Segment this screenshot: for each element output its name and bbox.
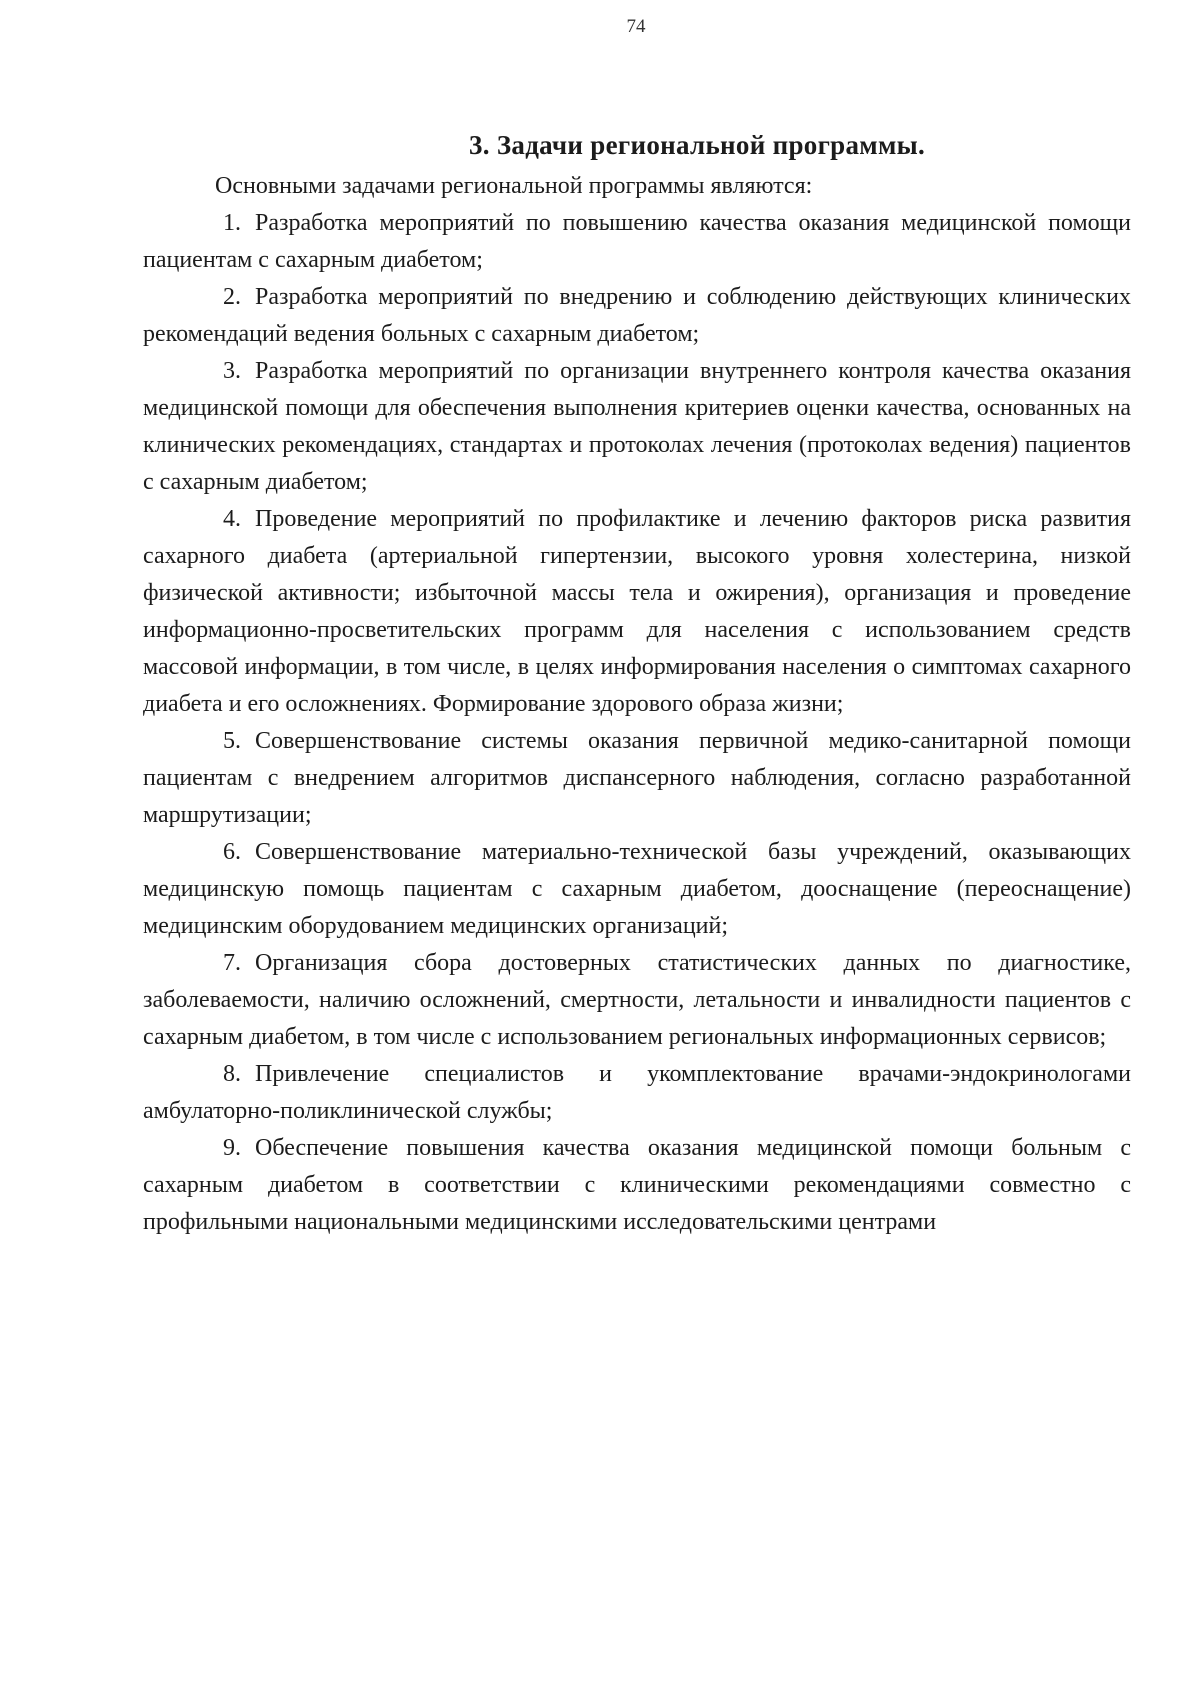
item-text: Обеспечение повышения качества оказания медицинской помощи больным с сахарным диабетом в соответствии с клиническими рекомендациями совместно с профильными национальными медицинскими исследовательскими центрами xyxy=(143,1135,1131,1235)
list-item xyxy=(143,279,1131,353)
item-text: Совершенствование материально-технической базы учреждений, оказывающих медицинскую помощь пациентам с сахарным диабетом, дооснащение (переоснащение) медицинским оборудованием медицинских организаций; xyxy=(143,839,1131,939)
document-body xyxy=(143,128,1131,1241)
list-item xyxy=(143,353,1131,501)
list-item xyxy=(143,1056,1131,1130)
list-item xyxy=(143,501,1131,723)
item-number: 6. xyxy=(223,839,241,865)
item-text: Привлечение специалистов и укомплектование врачами-эндокринологами амбулаторно-поликлинической службы; xyxy=(143,1061,1131,1124)
intro-paragraph: Основными задачами региональной программы являются: xyxy=(215,173,813,199)
list-item xyxy=(143,723,1131,834)
item-number: 9. xyxy=(223,1135,241,1161)
item-text: Совершенствование системы оказания первичной медико-санитарной помощи пациентам с внедрением алгоритмов диспансерного наблюдения, согласно разработанной маршрутизации; xyxy=(143,728,1131,828)
item-text: Разработка мероприятий по повышению качества оказания медицинской помощи пациентам с сахарным диабетом; xyxy=(143,210,1131,273)
item-text: Проведение мероприятий по профилактике и лечению факторов риска развития сахарного диабета (артериальной гипертензии, высокого уровня холестерина, низкой физической активности; избыточной массы тела и ожирения), организация и проведение информационно-просветительских программ для населения с использованием средств массовой информации, в том числе, в целях информирования населения о симптомах сахарного диабета и его осложнениях. Формирование здорового образа жизни; xyxy=(143,506,1131,717)
item-text: Организация сбора достоверных статистических данных по диагностике, заболеваемости, наличию осложнений, смертности, летальности и инвалидности пациентов с сахарным диабетом, в том числе с использованием региональных информационных сервисов; xyxy=(143,950,1131,1050)
item-text: Разработка мероприятий по организации внутреннего контроля качества оказания медицинской помощи для обеспечения выполнения критериев оценки качества, основанных на клинических рекомендациях, стандартах и протоколах лечения (протоколах ведения) пациентов с сахарным диабетом; xyxy=(143,358,1131,495)
item-number: 3. xyxy=(223,358,241,384)
item-number: 7. xyxy=(223,950,241,976)
list-item xyxy=(143,205,1131,279)
item-number: 2. xyxy=(223,284,241,310)
list-item xyxy=(143,1130,1131,1241)
item-text: Разработка мероприятий по внедрению и соблюдению действующих клинических рекомендаций ведения больных с сахарным диабетом; xyxy=(143,284,1131,347)
item-number: 5. xyxy=(223,728,241,754)
item-number: 1. xyxy=(223,210,241,236)
item-number: 8. xyxy=(223,1061,241,1087)
item-number: 4. xyxy=(223,506,241,532)
page-number: 74 xyxy=(626,16,646,37)
section-heading: 3. Задачи региональной программы. xyxy=(468,130,926,160)
list-item xyxy=(143,834,1131,945)
list-item xyxy=(143,945,1131,1056)
